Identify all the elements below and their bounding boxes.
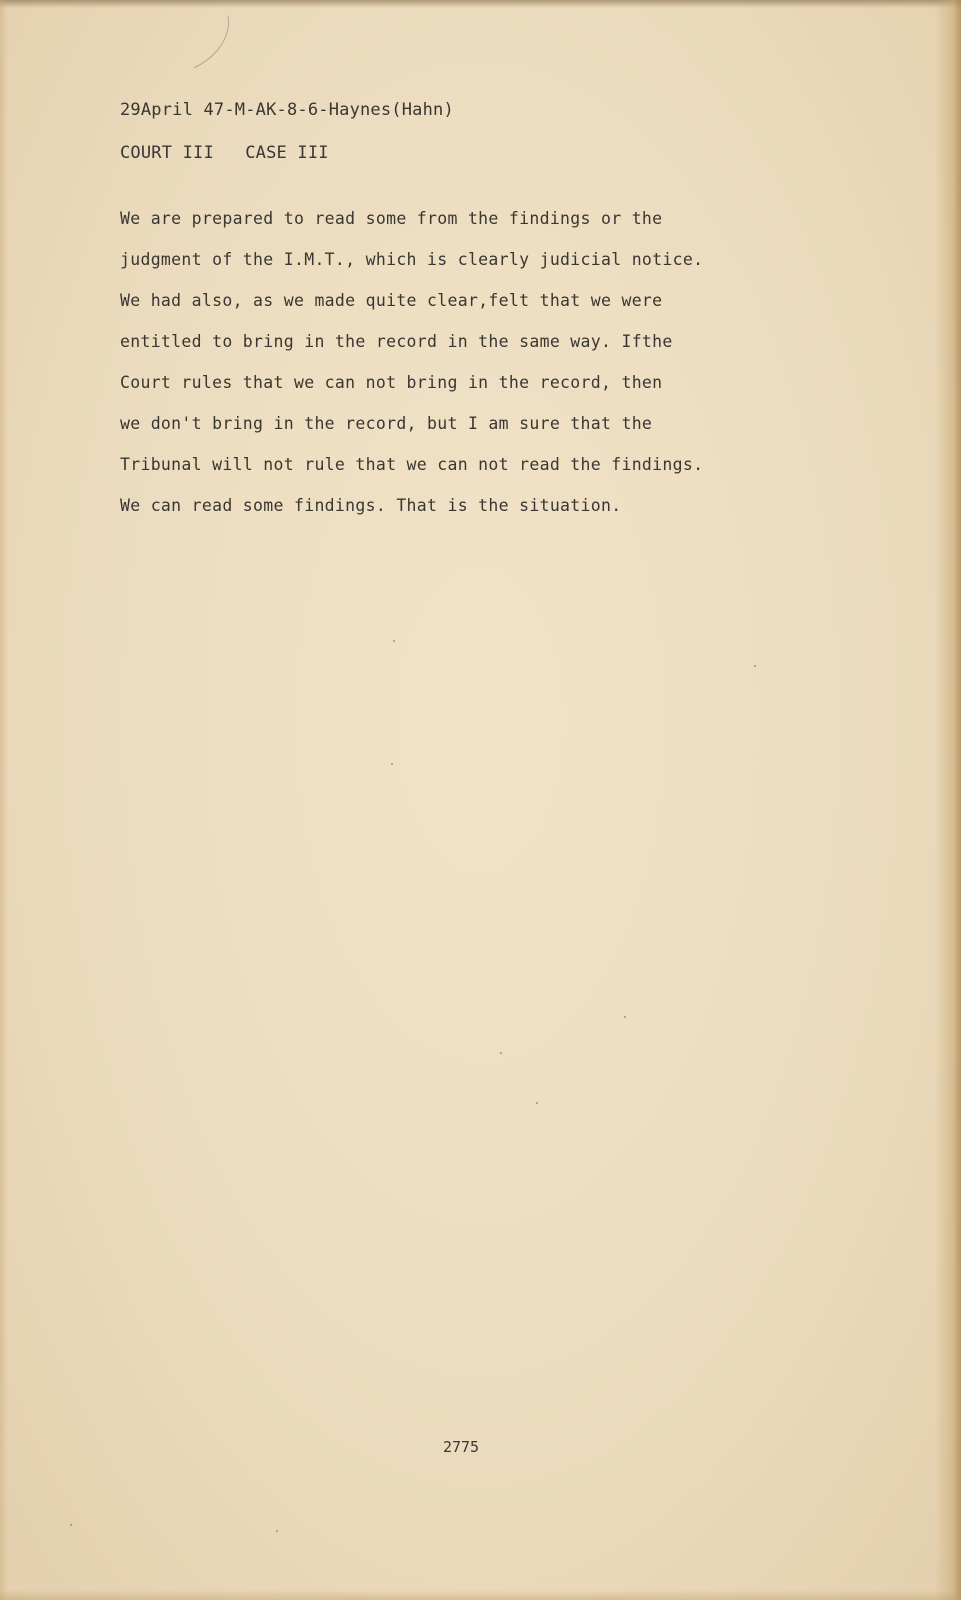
- court-case-header: COURT III CASE III: [120, 143, 329, 163]
- paper-speck: [536, 1102, 538, 1104]
- transcript-line: We can read some findings. That is the situation.: [120, 496, 622, 515]
- paper-edge-top: [0, 0, 961, 8]
- paper-speck: [754, 665, 756, 667]
- transcript-line: judgment of the I.M.T., which is clearly judicial notice.: [120, 250, 704, 269]
- paper-speck: [393, 640, 395, 642]
- paper-speck: [70, 1524, 72, 1526]
- transcript-line: we don't bring in the record, but I am sure that the: [120, 414, 653, 433]
- transcript-line: We are prepared to read some from the findings or the: [120, 209, 663, 228]
- transcript-line: We had also, as we made quite clear,felt that we were: [120, 291, 663, 310]
- paper-edge-bottom: [0, 1590, 961, 1600]
- pencil-mark: [190, 14, 240, 70]
- transcript-body: [120, 198, 860, 526]
- paper-edge-right: [935, 0, 961, 1600]
- transcript-line: Tribunal will not rule that we can not read the findings.: [120, 455, 704, 474]
- paper-edge-left: [0, 0, 8, 1600]
- document-reference-header: 29April 47-M-AK-8-6-Haynes(Hahn): [120, 100, 454, 120]
- paper-speck: [276, 1530, 278, 1532]
- transcript-line: entitled to bring in the record in the same way. Ifthe: [120, 332, 673, 351]
- transcript-line: Court rules that we can not bring in the record, then: [120, 373, 663, 392]
- paper-speck: [500, 1052, 502, 1054]
- paper-speck: [391, 763, 393, 765]
- page-number: 2775: [442, 1438, 480, 1456]
- paper-speck: [624, 1016, 626, 1018]
